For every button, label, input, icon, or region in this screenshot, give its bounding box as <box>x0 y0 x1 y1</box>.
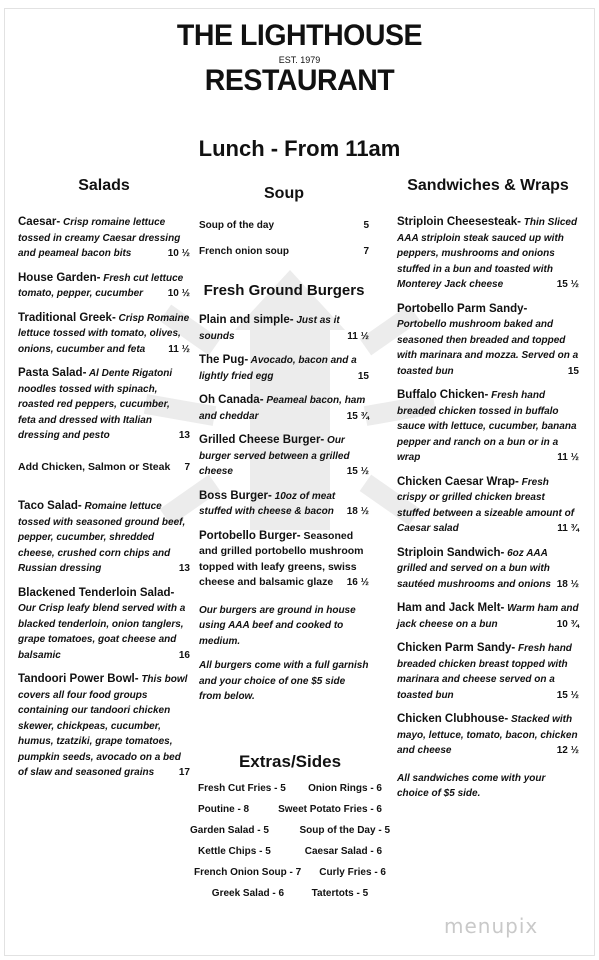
sides-row <box>190 841 390 862</box>
menu-item <box>397 215 579 293</box>
item-price: 15 ½ <box>346 466 369 477</box>
item-desc: Stacked with mayo, lettuce, tomato, bacon, chicken and cheese <box>397 714 578 756</box>
item-name: Traditional Greek- <box>18 311 116 324</box>
menu-item <box>397 388 579 466</box>
item-name: Plain and simple- <box>199 314 294 326</box>
item-name: Chicken Caesar Wrap- <box>397 475 519 488</box>
burger-side-note: All burgers come with a full garnish and your choice of one $5 side from below. <box>199 660 369 702</box>
item-price: 18 ½ <box>556 578 579 590</box>
item-desc: Fresh hand breaded chicken breast topped with marinara and cheese served on a toasted bun <box>397 643 572 701</box>
addon-line <box>18 460 190 476</box>
menu-item <box>199 529 369 591</box>
item-name: Striploin Sandwich- <box>397 546 505 559</box>
item-name: Pasta Salad- <box>18 367 87 379</box>
sides-row <box>190 799 390 820</box>
item-desc: Al Dente Rigatoni noodles tossed with spinach, roasted red peppers, cucumber, feta and dressed with Italian dressing and pesto <box>18 368 173 441</box>
salads-column <box>18 176 190 781</box>
addon-price: 7 <box>184 461 190 473</box>
soup-name: Soup of the day <box>199 220 274 231</box>
soup-name: French onion soup <box>199 245 289 257</box>
item-desc: Peameal bacon, ham and cheddar <box>199 395 366 422</box>
sandwiches-column <box>397 176 579 802</box>
item-desc: Fresh cut lettuce tomato, pepper, cucumber <box>18 272 184 299</box>
menu-item <box>199 433 369 480</box>
item-name: Portobello Parm Sandy- <box>397 302 528 315</box>
item-desc: Seasoned and grilled portobello mushroom topped with leafy greens, swiss cheese and balsamic glaze <box>199 529 364 588</box>
side-item: Garden Salad - 5 <box>190 825 269 836</box>
restaurant-header <box>0 20 599 96</box>
item-name: Blackened Tenderloin Salad- <box>18 586 175 599</box>
menu-item <box>18 586 190 664</box>
menu-item <box>397 641 579 703</box>
side-item: Greek Salad - 6 <box>211 888 285 899</box>
item-name: Ham and Jack Melt- <box>397 602 505 614</box>
item-desc: Just as it sounds <box>199 315 340 342</box>
restaurant-name-line1: THE LIGHTHOUSE <box>176 19 423 52</box>
item-name: Striploin Cheesesteak- <box>397 216 521 228</box>
item-price: 10 ½ <box>167 288 190 299</box>
menu-item <box>397 712 579 759</box>
side-item: Poutine - 8 <box>198 804 250 815</box>
item-desc: Fresh hand breaded chicken tossed in buffalo sauce with lettuce, cucumber, banana pepper and ranch on a bun or in a wrap <box>397 390 577 463</box>
item-price: 15 <box>567 365 579 377</box>
item-name: Tandoori Power Bowl- <box>18 673 139 685</box>
side-item: French Onion Soup - 7 <box>194 867 302 878</box>
item-price: 11 ½ <box>557 452 579 463</box>
side-item: Tatertots - 5 <box>311 888 369 899</box>
menu-item <box>397 475 579 537</box>
item-name: Chicken Clubhouse- <box>397 713 509 725</box>
item-price: 17 <box>178 767 190 778</box>
soup-row <box>199 244 369 260</box>
side-item: Kettle Chips - 5 <box>198 846 271 857</box>
side-item: Soup of the Day - 5 <box>299 825 390 836</box>
item-name: Oh Canada- <box>199 394 264 406</box>
menu-item <box>18 499 190 577</box>
lunch-heading: Lunch - From 11am <box>198 136 401 161</box>
item-desc: 6oz AAA grilled and served on a bun with sautéed mushrooms and onions <box>397 547 551 590</box>
item-price: 18 ½ <box>346 506 369 517</box>
item-name: Portobello Burger- <box>199 529 301 542</box>
sides-row <box>190 778 390 799</box>
item-price: 11 ¾ <box>557 523 579 534</box>
item-desc: Crisp Romaine lettuce tossed with tomato, olives, onions, cucumber and feta <box>18 312 190 355</box>
menu-item <box>18 311 190 358</box>
side-item: Onion Rings - 6 <box>308 783 382 794</box>
sandwich-side-note: All sandwiches come with your choice of $5 side. <box>397 772 546 799</box>
extras-sides-section <box>190 752 390 904</box>
sandwiches-title: Sandwiches & Wraps <box>407 177 569 194</box>
item-name: Grilled Cheese Burger- <box>199 434 325 446</box>
burger-note: Our burgers are ground in house using AAA beef and cooked to medium. <box>199 604 356 647</box>
menu-item <box>18 215 190 262</box>
item-name: House Garden- <box>18 271 101 284</box>
menu-item <box>397 546 579 593</box>
menu-item <box>199 489 369 520</box>
soup-price: 7 <box>363 245 369 257</box>
side-item: Sweet Potato Fries - 6 <box>278 804 382 815</box>
soup-title: Soup <box>264 185 304 202</box>
item-desc: Romaine lettuce tossed with seasoned ground beef, pepper, cucumber, shredded cheese, crushed corn chips and Russian dressing <box>18 501 186 574</box>
menu-item <box>18 366 190 444</box>
item-price: 10 ¾ <box>556 618 579 630</box>
menupix-watermark: menupix <box>444 914 539 938</box>
menu-item <box>397 302 579 380</box>
sides-row <box>190 862 390 883</box>
item-name: Buffalo Chicken- <box>397 389 489 401</box>
item-name: Boss Burger- <box>199 489 272 502</box>
item-price: 13 <box>178 563 190 574</box>
side-item: Fresh Cut Fries - 5 <box>198 783 286 794</box>
menu-item <box>199 353 369 384</box>
item-price: 10 ½ <box>167 248 190 259</box>
item-price: 15 ½ <box>556 689 579 701</box>
menu-item <box>18 672 190 781</box>
item-price: 15 ¾ <box>346 410 369 422</box>
item-desc: Avocado, bacon and a lightly fried egg <box>199 355 357 382</box>
item-price: 15 ½ <box>556 279 579 290</box>
item-price: 15 <box>357 370 369 382</box>
item-name: Taco Salad- <box>18 500 82 512</box>
soup-burgers-column <box>199 184 369 705</box>
sides-row <box>190 820 390 841</box>
item-desc: Our Crisp leafy blend served with a blacked tenderloin, onion tanglers, grape tomatoes, goat cheese and balsamic <box>18 603 186 661</box>
established-year: EST. 1979 <box>278 55 321 65</box>
restaurant-name-line2: RESTAURANT <box>204 64 395 97</box>
item-price: 12 ½ <box>556 745 579 756</box>
item-price: 11 ½ <box>168 343 190 355</box>
menu-item <box>199 393 369 424</box>
item-name: Chicken Parm Sandy- <box>397 642 516 654</box>
item-price: 16 ½ <box>346 577 369 588</box>
item-desc: Portobello mushroom baked and seasoned then breaded and topped with marinara and mozza. Served on a toasted bun <box>397 319 579 377</box>
item-desc: Thin Sliced AAA striploin steak sauced up with peppers, mushrooms and onions stuffed in a bun and toasted with Monterey Jack cheese <box>397 217 578 290</box>
item-price: 13 <box>178 430 190 441</box>
sides-list <box>190 778 390 904</box>
menu-item <box>397 601 579 632</box>
menu-item <box>199 313 369 344</box>
item-price: 16 <box>178 649 190 661</box>
soup-row <box>199 218 369 234</box>
item-desc: Crisp romaine lettuce tossed in creamy Caesar dressing and peameal bacon bits <box>18 217 181 259</box>
item-desc: Warm ham and jack cheese on a bun <box>397 603 579 630</box>
side-item: Caesar Salad - 6 <box>304 846 382 857</box>
item-desc: Fresh crispy or grilled chicken breast stuffed between a sizeable amount of Caesar salad <box>397 476 575 534</box>
item-name: The Pug- <box>199 354 249 366</box>
soup-price: 5 <box>363 220 369 231</box>
sides-title: Extras/Sides <box>238 752 342 771</box>
addon-label: Add Chicken, Salmon or Steak <box>18 460 171 473</box>
item-name: Caesar- <box>18 216 61 228</box>
item-price: 11 ½ <box>347 330 369 342</box>
salads-title: Salads <box>78 177 130 194</box>
item-desc: This bowl covers all four food groups containing our tandoori chicken skewer, chickpeas, cucumber, humus, tzatziki, grape tomatoes, pumpkin seeds, avocado on a bed of slaw and seasoned grains <box>18 674 188 778</box>
side-item: Curly Fries - 6 <box>319 867 386 878</box>
menu-item <box>18 271 190 302</box>
burgers-title: Fresh Ground Burgers <box>203 282 365 299</box>
item-desc: 10oz of meat stuffed with cheese & bacon <box>199 490 336 517</box>
item-desc: Our burger served between a grilled cheese <box>199 435 350 477</box>
sides-row <box>190 883 390 904</box>
